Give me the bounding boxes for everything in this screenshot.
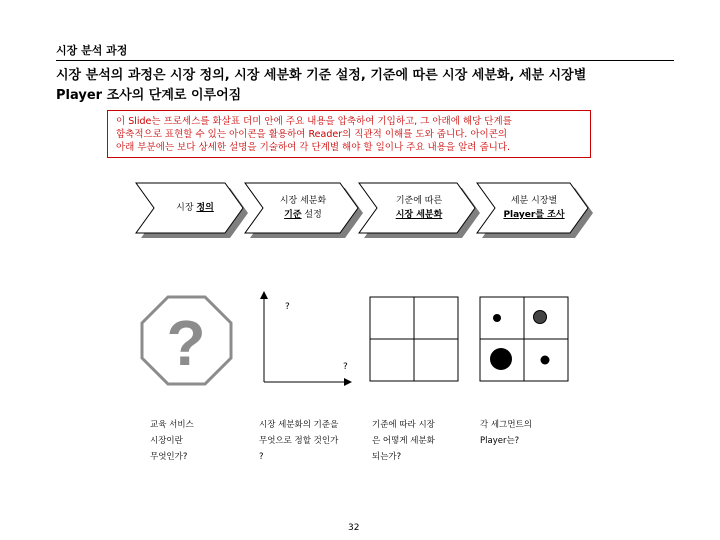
stage-1-text: 시장 xyxy=(176,203,197,213)
caption-4 xyxy=(480,417,532,449)
question-mark-glyph: ? xyxy=(166,307,206,379)
player-dot xyxy=(541,356,550,365)
stage-2-emphasis: 기준 xyxy=(284,210,302,220)
caption-4-line-2: Player는? xyxy=(480,436,520,446)
stage-3-emphasis: 시장 세분화 xyxy=(395,210,443,220)
stage-4-emphasis: Player를 조사 xyxy=(503,210,565,220)
caption-1-line-1: 교육 서비스 xyxy=(150,420,194,430)
stage-label-3 xyxy=(373,194,465,222)
stage-label-2 xyxy=(260,194,346,222)
axis-top-label: ? xyxy=(285,302,290,312)
headline-line-1: 시장 분석의 과정은 시장 정의, 시장 세분화 기준 설정, 기준에 따른 시장 세분화, 세분 시장별 xyxy=(56,68,587,83)
player-dot xyxy=(490,348,512,370)
headline-line-2: Player 조사의 단계로 이루어짐 xyxy=(56,88,242,103)
caption-2-line-1: 시장 세분화의 기준을 xyxy=(259,420,339,430)
segment-grid-icon xyxy=(370,297,458,381)
stage-3-line-1: 기준에 따른 xyxy=(395,196,443,206)
note-line-2: 함축적으로 표현할 수 있는 아이콘을 활용하여 Reader의 직관적 이해를 도와 줍니다. 아이콘의 xyxy=(116,129,508,140)
caption-2 xyxy=(259,417,338,465)
stage-4-line-1: 세분 시장별 xyxy=(510,196,558,206)
stage-2-line-2: 설정 xyxy=(301,210,322,220)
caption-4-line-1: 각 세그먼트의 xyxy=(480,420,532,430)
stage-2-line-1: 시장 세분화 xyxy=(279,196,327,206)
player-dot xyxy=(534,311,547,324)
axis-right-label: ? xyxy=(343,362,348,372)
player-dot xyxy=(493,314,501,322)
stage-label-4 xyxy=(490,194,578,222)
caption-3-line-1: 기준에 따라 시장 xyxy=(372,420,435,430)
caption-3-line-2: 은 어떻게 세분화 xyxy=(372,436,435,446)
note-line-3: 아래 부분에는 보다 상세한 설명을 기술하여 각 단계별 해야 할 일이나 주요 내용을 알려 줍니다. xyxy=(116,142,511,153)
caption-3 xyxy=(372,417,435,465)
caption-2-line-2: 무엇으로 정할 것인가 xyxy=(259,436,339,446)
stage-1-emphasis: 정의 xyxy=(196,203,214,213)
axis-chart-icon xyxy=(260,291,352,386)
caption-1-line-3: 무엇인가? xyxy=(150,452,188,462)
caption-3-line-3: 되는가? xyxy=(372,452,402,462)
player-grid-icon xyxy=(480,297,568,381)
stage-label-1 xyxy=(155,201,235,215)
caption-1-line-2: 시장이란 xyxy=(150,436,183,446)
caption-1 xyxy=(150,417,194,465)
question-mark-icon xyxy=(142,297,231,384)
caption-2-line-3: ? xyxy=(259,452,264,462)
section-title: 시장 분석 과정 xyxy=(56,44,128,57)
page-number: 32 xyxy=(348,523,360,533)
note-line-1: 이 Slide는 프로세스를 화살표 더미 안에 주요 내용을 압축하여 기입하고, 그 아래에 해당 단계를 xyxy=(116,116,512,127)
